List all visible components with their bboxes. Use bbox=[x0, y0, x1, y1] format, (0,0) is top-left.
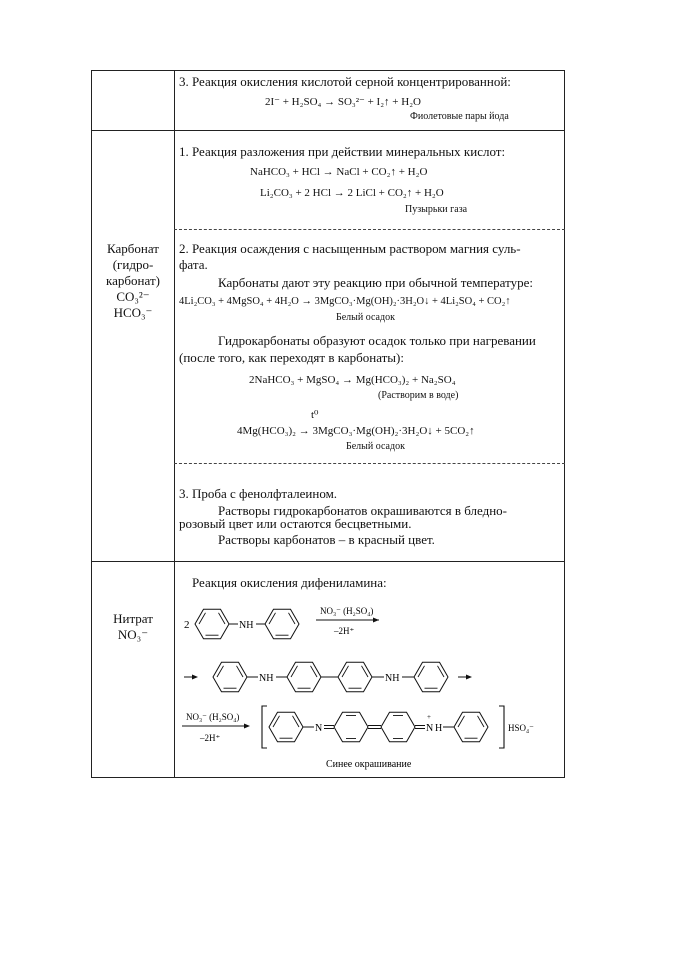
nitrate-heading: Реакция окисления дифениламина: bbox=[192, 575, 387, 590]
benzene-ring-8 bbox=[454, 712, 488, 741]
scheme-plus: + bbox=[427, 713, 431, 721]
benzene-ring-4 bbox=[287, 662, 321, 691]
carbonate-r2-heading-2: фата. bbox=[179, 257, 208, 272]
carbonate-label-line1: Карбонат bbox=[107, 241, 159, 256]
benzene-ring-2 bbox=[265, 609, 299, 638]
nitrate-label-line1: Нитрат bbox=[113, 611, 153, 626]
benzene-ring-6 bbox=[414, 662, 448, 691]
scheme-reagent-2: NO₃⁻ (H₂SO₄) bbox=[186, 712, 240, 722]
scheme-nh-1: NH bbox=[239, 620, 254, 631]
benzene-ring-1 bbox=[195, 609, 229, 638]
carbonate-r3-line2: розовый цвет или остаются бесцветными. bbox=[179, 516, 412, 531]
carbonate-r2-note1: Карбонаты дают эту реакцию при обычной температуре: bbox=[218, 275, 533, 290]
carbonate-label-line5: HCO₃⁻ bbox=[113, 305, 153, 320]
carbonate-label-line3: карбонат) bbox=[106, 273, 160, 288]
carbonate-r2-note2-1: Гидрокарбонаты образуют осадок только при нагревании bbox=[218, 333, 536, 348]
quinoid-ring-2 bbox=[381, 712, 415, 741]
carbonate-r3-line1: Растворы гидрокарбонатов окрашиваются в бледно- bbox=[218, 503, 508, 518]
scheme-nh-3: NH bbox=[385, 673, 400, 684]
scheme-coefficient: 2 bbox=[184, 619, 190, 631]
carbonate-r2-caption3: Белый осадок bbox=[346, 441, 405, 452]
scheme-h: H bbox=[435, 723, 443, 734]
benzene-ring-7 bbox=[269, 712, 303, 741]
diphenylamine-scheme bbox=[174, 590, 565, 778]
scheme-nh-2: NH bbox=[259, 673, 274, 684]
sulfuric-heading: 3. Реакция окисления кислотой серной концентрированной: bbox=[179, 74, 511, 89]
carbonate-r1-eq2: Li₂CO₃ + 2 HCl → 2 LiCl + CO₂↑ + H₂O bbox=[260, 187, 444, 199]
carbonate-r3-heading: 3. Проба с фенолфталеином. bbox=[179, 486, 338, 501]
carbonate-r3-line3: Растворы карбонатов – в красный цвет. bbox=[218, 532, 435, 547]
row-divider-dashed-2 bbox=[174, 463, 565, 464]
sulfuric-equation: 2I⁻ + H₂SO₄ → SO₃²⁻ + I₂↑ + H₂O bbox=[265, 96, 421, 108]
scheme-minus2h-2: –2H⁺ bbox=[200, 733, 221, 743]
carbonate-r1-caption: Пузырьки газа bbox=[405, 204, 468, 215]
benzene-ring-5 bbox=[338, 662, 372, 691]
carbonate-r2-caption1: Белый осадок bbox=[336, 312, 395, 323]
carbonate-r2-eq1: 4Li₂CO₃ + 4MgSO₄ + 4H₂O → 3MgCO₃·Mg(OH)₂·3H₂O↓ + 4Li₂SO₄ + CO₂↑ bbox=[179, 296, 511, 307]
scheme-minus2h-1: –2H⁺ bbox=[334, 626, 355, 636]
row-divider-2 bbox=[91, 561, 565, 562]
carbonate-r1-eq1: NaHCO₃ + HCl → NaCl + CO₂↑ + H₂O bbox=[250, 166, 428, 178]
carbonate-r2-temp: t⁰ bbox=[311, 409, 319, 421]
scheme-n-2: N bbox=[426, 723, 434, 734]
scheme-reagent-1: NO₃⁻ (H₂SO₄) bbox=[320, 606, 374, 616]
carbonate-label bbox=[98, 241, 168, 321]
carbonate-r1-heading: 1. Реакция разложения при действии минеральных кислот: bbox=[179, 144, 506, 159]
benzene-ring-3 bbox=[213, 662, 247, 691]
scheme-caption: Синее окрашивание bbox=[326, 759, 412, 770]
row-divider-1 bbox=[91, 130, 565, 131]
nitrate-label bbox=[98, 611, 168, 643]
carbonate-r2-eq2: 2NaHCO₃ + MgSO₄ → Mg(HCO₃)₂ + Na₂SO₄ bbox=[249, 374, 456, 386]
quinoid-ring-1 bbox=[334, 712, 368, 741]
row-divider-dashed-1 bbox=[174, 229, 565, 230]
carbonate-r2-note2-2: (после того, как переходят в карбонаты): bbox=[179, 350, 404, 365]
scheme-hso4: HSO₄⁻ bbox=[508, 723, 534, 733]
carbonate-r2-eq3: 4Mg(HCO₃)₂ → 3MgCO₃·Mg(OH)₂·3H₂O↓ + 5CO₂↑ bbox=[237, 425, 475, 437]
nitrate-label-line2: NO₃⁻ bbox=[117, 627, 149, 642]
carbonate-r2-caption2: (Растворим в воде) bbox=[378, 390, 459, 401]
scheme-n-1: N bbox=[315, 723, 323, 734]
carbonate-label-line2: (гидро- bbox=[112, 257, 154, 272]
carbonate-r2-heading-1: 2. Реакция осаждения с насыщенным раствором магния суль- bbox=[179, 241, 521, 256]
carbonate-label-line4: CO₃²⁻ bbox=[116, 289, 150, 304]
sulfuric-caption: Фиолетовые пары йода bbox=[410, 111, 509, 122]
